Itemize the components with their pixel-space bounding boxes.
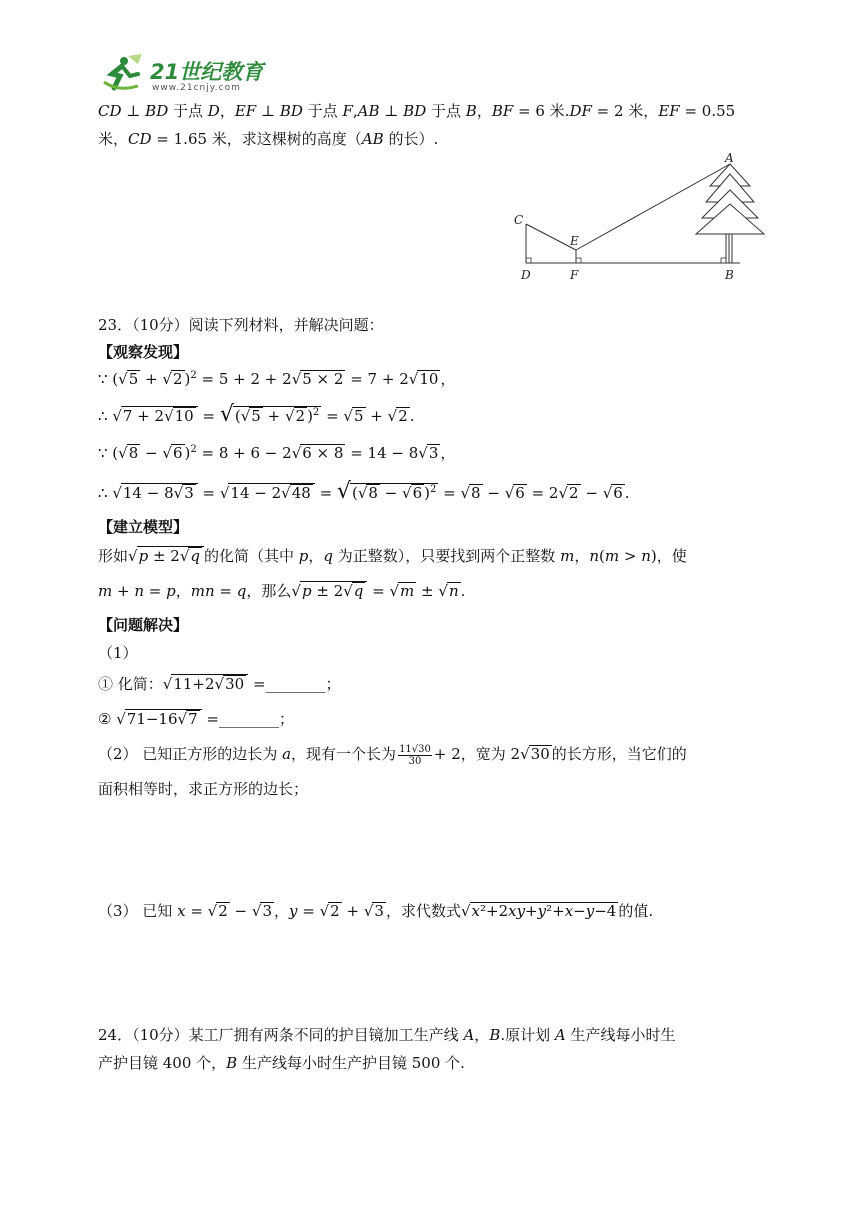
part1-label: （1） <box>98 644 138 662</box>
runner-logo-icon <box>98 52 154 96</box>
heading-model: 【建立模型】 <box>98 518 189 536</box>
label-d: D <box>521 268 531 282</box>
q22-line2: 米，CD = 1.65 米，求这棵树的高度（AB 的长）. <box>98 130 439 148</box>
right-angle-d <box>526 258 531 263</box>
part1a: ① 化简：√11+2√30 =________； <box>98 675 341 693</box>
logo <box>98 52 268 98</box>
label-e: E <box>570 234 579 248</box>
label-a: A <box>725 152 734 165</box>
obs-line3: ∵ (√8 − √6 )$^2$ = 8 + 6 − 2√6 × 8 = 14 − 8√3 ， <box>98 444 456 462</box>
q24-line1: 24．（10分）某工厂拥有两条不同的护目镜加工生产线 A，B.原计划 A 生产线每小时生 <box>98 1026 676 1044</box>
tree-shape <box>696 164 764 263</box>
label-f: F <box>570 268 579 282</box>
obs-line4: ∴ √14 − 8√3 = √14 − 2√48 = √(√8 − √6 )$^2$ = √8 − √6 = 2√2 − √6 . <box>98 479 630 504</box>
right-angle-f <box>576 258 581 263</box>
q22-line1: CD ⊥ BD 于点 D，EF ⊥ BD 于点 F,AB ⊥ BD 于点 B，BF = 6 米.DF = 2 米，EF = 0.55 <box>98 102 736 120</box>
tree-figure <box>510 152 770 284</box>
logo-brand: 21世纪教育 <box>150 60 264 84</box>
part2-line2: 面积相等时，求正方形的边长； <box>98 780 309 798</box>
label-c: C <box>514 213 524 227</box>
q24-line2: 产护目镜 400 个，B 生产线每小时生产护目镜 500 个. <box>98 1054 465 1072</box>
part3: （3） 已知 x = √2 − √3 ，y = √2 + √3 ，求代数式√x²+2xy+y²+x−y−4 的值. <box>98 902 654 920</box>
heading-solve: 【问题解决】 <box>98 616 189 634</box>
q23-intro: 23．（10分）阅读下列材料，并解决问题： <box>98 316 384 334</box>
right-angle-b <box>721 258 726 263</box>
logo-url: www.21cnjy.com <box>152 83 241 93</box>
part1b: ② √71−16√7 =________； <box>98 710 294 728</box>
part2-line1: （2） 已知正方形的边长为 a，现有一个长为 $\frac{11√30}{30}$ + 2，宽为 2√30 的长方形，当它们的 <box>98 743 687 767</box>
segment-ce <box>526 224 576 250</box>
answer-blank-1b[interactable]: ________ <box>218 710 279 728</box>
obs-line1: ∵ (√5 + √2 )$^2$ = 5 + 2 + 2√5 × 2 = 7 + 2√10 ， <box>98 370 456 388</box>
model-line1: 形如√p ± 2√q 的化简（其中 p，q 为正整数），只要找到两个正整数 m，n(m > n)，使 <box>98 547 687 565</box>
label-b: B <box>725 268 734 282</box>
answer-blank-1a[interactable]: ________ <box>265 675 326 693</box>
heading-observe: 【观察发现】 <box>98 343 189 361</box>
obs-line2: ∴ √7 + 2√10 = √(√5 + √2 )$^2$ = √5 + √2 . <box>98 402 415 427</box>
segment-ea <box>576 164 730 250</box>
model-line2: m + n = p，mn = q，那么√p ± 2√q = √m ± √n . <box>98 582 466 600</box>
